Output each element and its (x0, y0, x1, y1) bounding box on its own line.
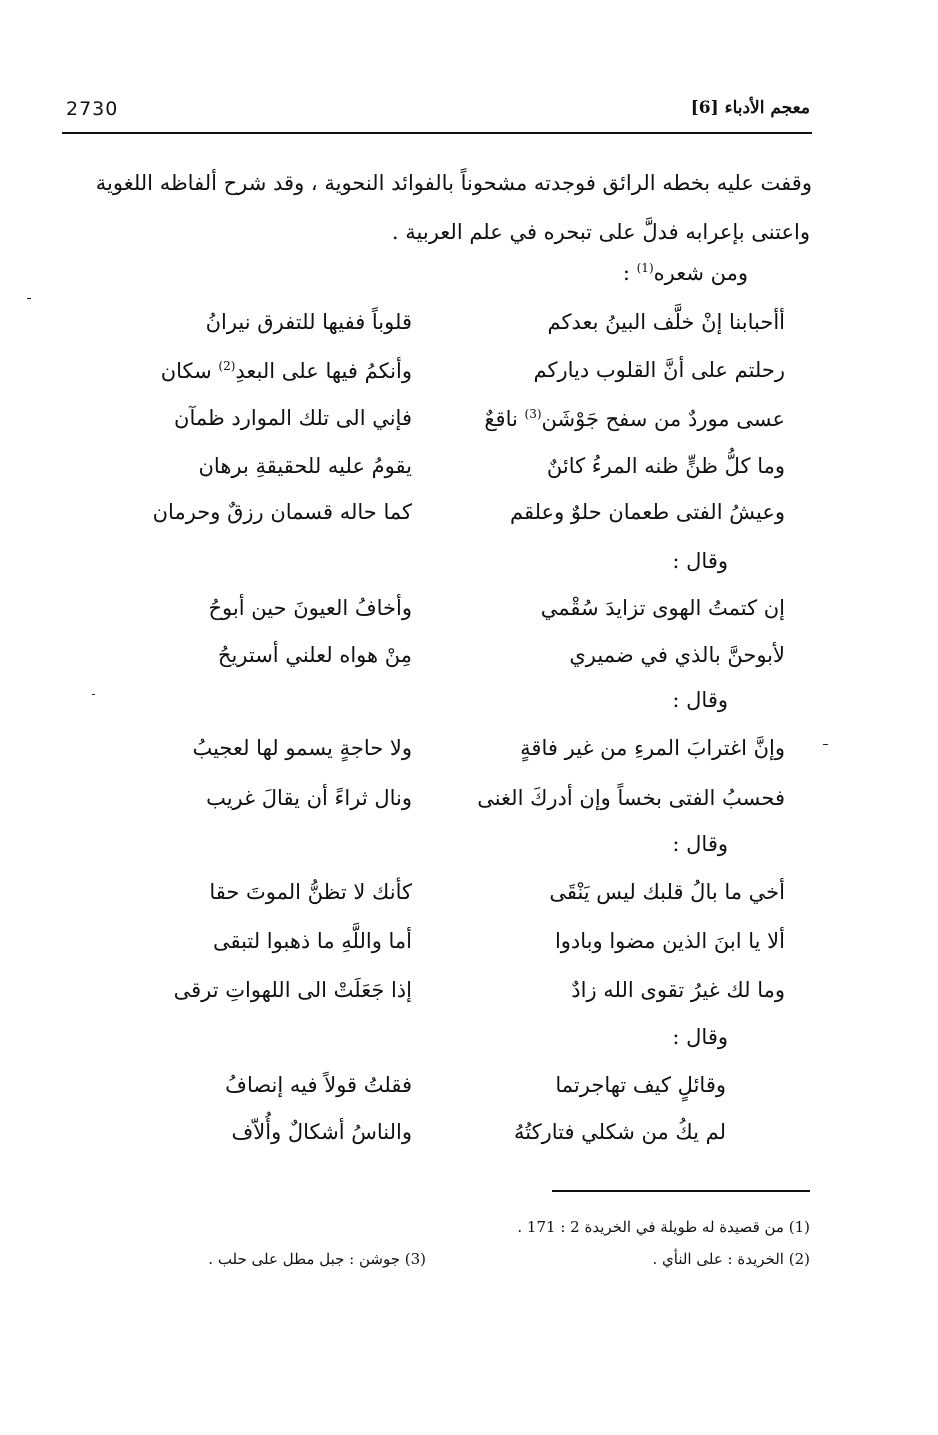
footnote: (2) الخريدة : على النأي . (652, 1250, 810, 1268)
verse-second-hemistich: كأنك لا تظنُّ الموتَ حقا (209, 880, 412, 904)
verse-first-hemistich: أأحبابنا إنْ خلَّف البينُ بعدكم (547, 310, 785, 334)
verse-first-hemistich: إن كتمتُ الهوى تزايدَ سُقْمي (540, 596, 785, 620)
verse-second-hemistich: فإني الى تلك الموارد ظمآن (174, 406, 412, 430)
hemistich-text: عسى موردٌ من سفح جَوْشَن (541, 407, 785, 431)
verse-first-hemistich: أخي ما بالُ قلبك ليس يَنْقَى (549, 880, 785, 904)
verse-first-hemistich: ألا يا ابنَ الذين مضوا وبادوا (554, 929, 785, 953)
verse-first-hemistich: وما كلُّ ظنٍّ ظنه المرءُ كائنٌ (546, 454, 785, 478)
hemistich-text: ناقعٌ (484, 407, 525, 431)
poem-label: وقال : (672, 832, 728, 856)
poem-intro-colon: : (622, 261, 637, 285)
verse-second-hemistich: مِنْ هواه لعلني أستريحُ (217, 643, 412, 667)
verse-first-hemistich: لأبوحنَّ بالذي في ضميري (569, 643, 785, 667)
verse-second-hemistich: كما حاله قسمان رزقٌ وحرمان (152, 500, 412, 524)
verse-first-hemistich: وقائلٍ كيف تهاجرتما (555, 1073, 726, 1097)
prose-line: واعتنى بإعرابه فدلَّ على تبحره في علم العربية . (391, 220, 810, 244)
hemistich-text: سكان (160, 359, 219, 383)
verse-first-hemistich: وعيشُ الفتى طعمان حلوٌ وعلقم (510, 500, 785, 524)
verse-first-hemistich (484, 408, 785, 430)
verse-second-hemistich: ولا حاجةٍ يسمو لها لعجيبُ (192, 736, 412, 760)
verse-second-hemistich: والناسُ أشكالٌ وأُلاّف (231, 1120, 412, 1144)
verse-second-hemistich: وأخافُ العيونَ حين أبوحُ (208, 596, 412, 620)
footnote-rule (552, 1190, 810, 1192)
hemistich-text: وأنكمُ فيها على البعدِ (235, 359, 412, 383)
verse-second-hemistich: ونال ثراءً أن يقالَ غريب (206, 786, 412, 810)
poem-intro (623, 262, 748, 284)
footnote: (3) جوشن : جبل مطل على حلب . (208, 1250, 426, 1268)
header-rule (62, 132, 812, 134)
page-number: 2730 (66, 98, 119, 120)
verse-second-hemistich: أما واللَّهِ ما ذهبوا لتبقى (212, 929, 412, 953)
verse-first-hemistich: وما لك غيرُ تقوى الله زادٌ (571, 978, 785, 1002)
verse-second-hemistich: قلوباً ففيها للتفرق نيرانُ (205, 310, 412, 334)
footnote-ref: (3) (524, 407, 542, 421)
verse-second-hemistich: فقلتُ قولاً فيه إنصافُ (225, 1073, 412, 1097)
scan-speck (823, 744, 828, 745)
footnote-ref: (2) (218, 359, 236, 373)
verse-first-hemistich: فحسبُ الفتى بخساً وإن أدركَ الغنى (477, 786, 785, 810)
verse-first-hemistich: وإنَّ اغترابَ المرءِ من غير فاقةٍ (520, 736, 785, 760)
scan-speck (27, 298, 31, 299)
poem-label: وقال : (672, 549, 728, 573)
poem-intro-text: ومن شعره (653, 261, 748, 285)
poem-label: وقال : (672, 688, 728, 712)
verse-second-hemistich (161, 360, 412, 382)
footnote: (1) من قصيدة له طويلة في الخريدة 2 : 171 . (517, 1218, 810, 1236)
footnote-ref: (1) (636, 261, 654, 275)
running-header-title: معجم الأدباء [6] (690, 98, 810, 118)
verse-first-hemistich: لم يكُ من شكلي فتاركتُهُ (513, 1120, 726, 1144)
verse-first-hemistich: رحلتم على أنَّ القلوب دياركم (533, 358, 785, 382)
poem-label: وقال : (672, 1025, 728, 1049)
prose-line: وقفت عليه بخطه الرائق فوجدته مشحوناً بالفوائد النحوية ، وقد شرح ألفاظه اللغوية (95, 171, 812, 195)
scan-speck (92, 694, 95, 695)
verse-second-hemistich: إذا جَعَلَتْ الى اللهواتِ ترقى (173, 978, 412, 1002)
verse-second-hemistich: يقومُ عليه للحقيقةِ برهان (198, 454, 412, 478)
